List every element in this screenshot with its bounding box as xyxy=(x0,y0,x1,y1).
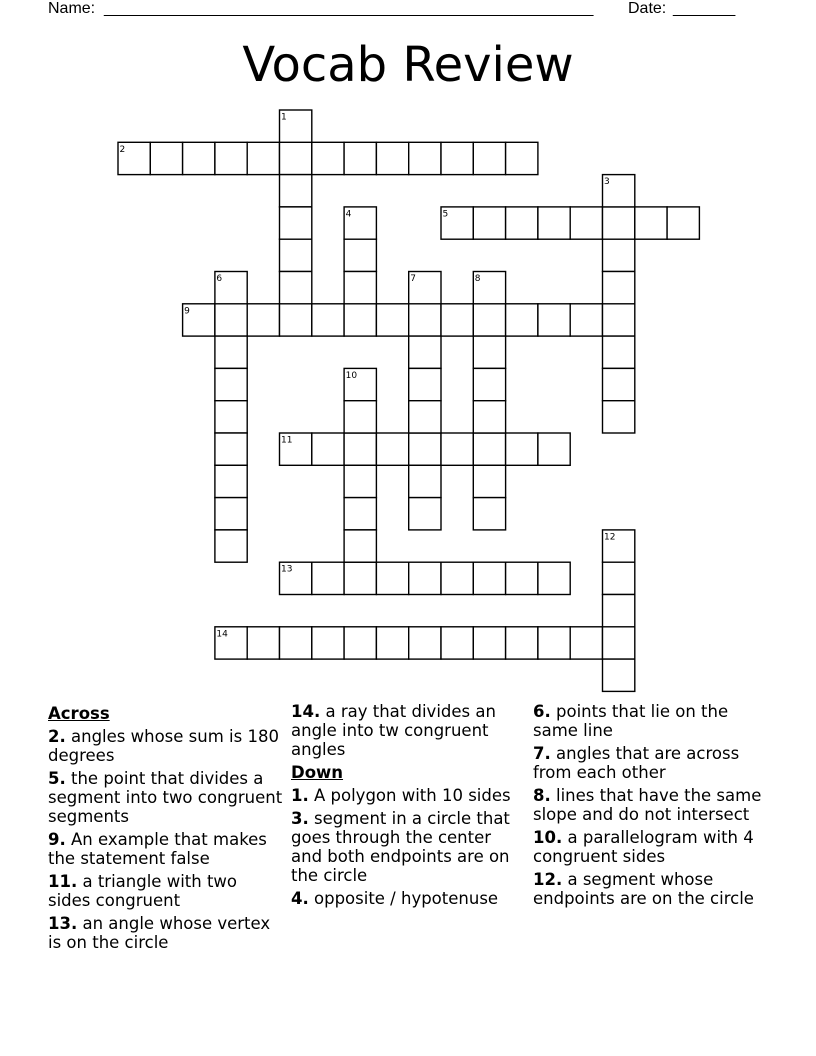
grid-cell[interactable] xyxy=(344,433,376,465)
grid-cell[interactable] xyxy=(280,304,312,336)
grid-cell[interactable] xyxy=(247,627,279,659)
grid-cell[interactable] xyxy=(215,433,247,465)
grid-cell[interactable] xyxy=(570,627,602,659)
grid-cell[interactable] xyxy=(215,401,247,433)
clue-number-2: 2 xyxy=(119,144,126,155)
grid-cell[interactable] xyxy=(473,142,505,174)
grid-cell[interactable] xyxy=(409,368,441,400)
grid-cell[interactable] xyxy=(538,433,570,465)
grid-cell[interactable] xyxy=(538,627,570,659)
clue-across-11: 11. a triangle with two sides congruent xyxy=(48,872,238,910)
grid-cell[interactable] xyxy=(344,304,376,336)
grid-cell[interactable] xyxy=(603,659,635,691)
date-field-line[interactable]: _______ xyxy=(673,0,736,17)
grid-cell[interactable] xyxy=(570,207,602,239)
grid-cell[interactable] xyxy=(603,562,635,594)
clues-column-1 xyxy=(48,702,284,956)
grid-cell[interactable] xyxy=(667,207,699,239)
grid-cell[interactable] xyxy=(344,498,376,530)
grid-cell[interactable] xyxy=(506,207,538,239)
grid-cell[interactable] xyxy=(376,433,408,465)
grid-cell[interactable] xyxy=(344,142,376,174)
clue-across-9: 9. An example that makes the statement false xyxy=(48,830,267,868)
grid-cell[interactable] xyxy=(215,530,247,562)
name-label: Name: xyxy=(48,0,96,17)
grid-cell[interactable] xyxy=(603,336,635,368)
clue-number-14: 14 xyxy=(216,629,228,640)
grid-cell[interactable] xyxy=(603,207,635,239)
grid-cell[interactable] xyxy=(603,272,635,304)
grid-cell[interactable] xyxy=(603,239,635,271)
clue-across-13: 13. an angle whose vertex is on the circle xyxy=(48,914,271,952)
grid-cell[interactable] xyxy=(506,433,538,465)
grid-cell[interactable] xyxy=(215,465,247,497)
grid-cell[interactable] xyxy=(570,304,602,336)
grid-cell[interactable] xyxy=(409,562,441,594)
clue-number-6: 6 xyxy=(216,274,223,284)
clues-column-2 xyxy=(291,702,527,912)
grid-cell[interactable] xyxy=(441,304,473,336)
clue-down-10: 10. a parallelogram with 4 congruent sides xyxy=(533,828,754,866)
clue-number-10: 10 xyxy=(345,370,358,381)
grid-cell[interactable] xyxy=(409,498,441,530)
clue-down-7: 7. angles that are across from each other xyxy=(533,744,740,782)
grid-cell[interactable] xyxy=(441,433,473,465)
clue-across-5: 5. the point that divides a segment into two congruent segments xyxy=(48,769,283,826)
grid-cell[interactable] xyxy=(473,433,505,465)
grid-cell[interactable] xyxy=(215,368,247,400)
grid-cell[interactable] xyxy=(473,465,505,497)
grid-cell[interactable] xyxy=(376,304,408,336)
grid-cell[interactable] xyxy=(215,304,247,336)
grid-cell[interactable] xyxy=(280,239,312,271)
grid-cell[interactable] xyxy=(409,142,441,174)
grid-cell[interactable] xyxy=(150,142,182,174)
grid-cell[interactable] xyxy=(473,562,505,594)
grid-cell[interactable] xyxy=(215,498,247,530)
clues-column-3 xyxy=(533,702,769,912)
clue-number-8: 8 xyxy=(474,274,481,284)
down-heading: Down xyxy=(291,763,344,782)
grid-cell[interactable] xyxy=(409,465,441,497)
grid-cell[interactable] xyxy=(344,562,376,594)
grid-cell[interactable] xyxy=(538,304,570,336)
clue-across-14: 14. a ray that divides an angle into tw congruent angles xyxy=(291,702,496,759)
grid-cell[interactable] xyxy=(603,401,635,433)
clue-number-3: 3 xyxy=(604,177,610,188)
grid-cell[interactable] xyxy=(603,595,635,627)
grid-cell[interactable] xyxy=(280,175,312,207)
grid-cell[interactable] xyxy=(409,304,441,336)
grid-cell[interactable] xyxy=(603,304,635,336)
grid-cell[interactable] xyxy=(247,304,279,336)
grid-cell[interactable] xyxy=(409,433,441,465)
grid-cell[interactable] xyxy=(344,530,376,562)
grid-cell[interactable] xyxy=(376,142,408,174)
grid-cell[interactable] xyxy=(473,627,505,659)
date-label: Date: xyxy=(628,0,667,17)
clue-number-1: 1 xyxy=(281,112,287,123)
grid-cell[interactable] xyxy=(409,627,441,659)
across-heading: Across xyxy=(48,704,110,723)
grid-cell[interactable] xyxy=(376,627,408,659)
grid-cell[interactable] xyxy=(603,368,635,400)
grid-cell[interactable] xyxy=(280,207,312,239)
grid-cell[interactable] xyxy=(280,627,312,659)
grid-cell[interactable] xyxy=(409,336,441,368)
grid-cell[interactable] xyxy=(312,304,344,336)
grid-cell[interactable] xyxy=(183,142,215,174)
clue-down-4: 4. opposite / hypotenuse xyxy=(291,889,499,908)
grid-cell[interactable] xyxy=(312,627,344,659)
page-title: Vocab Review xyxy=(242,37,574,93)
grid-cell[interactable] xyxy=(473,207,505,239)
grid-cell[interactable] xyxy=(506,304,538,336)
clue-down-3: 3. segment in a circle that goes through the center and both endpoints are on the circle xyxy=(291,809,510,885)
grid-cell[interactable] xyxy=(506,627,538,659)
grid-cell[interactable] xyxy=(506,562,538,594)
grid-cell[interactable] xyxy=(312,433,344,465)
grid-cell[interactable] xyxy=(409,401,441,433)
clue-number-9: 9 xyxy=(184,306,190,317)
clue-number-4: 4 xyxy=(345,209,352,220)
grid-cell[interactable] xyxy=(344,239,376,271)
grid-cell[interactable] xyxy=(506,142,538,174)
grid-cell[interactable] xyxy=(376,562,408,594)
clue-down-12: 12. a segment whose endpoints are on the circle xyxy=(533,870,754,908)
grid-cell[interactable] xyxy=(247,142,279,174)
grid-cell[interactable] xyxy=(215,142,247,174)
clue-down-8: 8. lines that have the same slope and do not intersect xyxy=(533,786,762,824)
grid-cell[interactable] xyxy=(473,304,505,336)
clue-down-1: 1. A polygon with 10 sides xyxy=(291,786,511,805)
grid-cell[interactable] xyxy=(280,272,312,304)
grid-cell[interactable] xyxy=(538,207,570,239)
grid-cell[interactable] xyxy=(344,272,376,304)
grid-cell[interactable] xyxy=(441,627,473,659)
grid-cell[interactable] xyxy=(441,562,473,594)
clue-number-13: 13 xyxy=(281,564,293,575)
clue-number-7: 7 xyxy=(410,274,416,284)
grid-cell[interactable] xyxy=(473,368,505,400)
grid-cell[interactable] xyxy=(473,401,505,433)
grid-cell[interactable] xyxy=(215,336,247,368)
grid-cell[interactable] xyxy=(344,465,376,497)
grid-cell[interactable] xyxy=(635,207,667,239)
grid-cell[interactable] xyxy=(473,336,505,368)
grid-cell[interactable] xyxy=(344,401,376,433)
grid-cell[interactable] xyxy=(538,562,570,594)
grid-cell[interactable] xyxy=(312,142,344,174)
name-field-line[interactable]: _______________________________________________________ xyxy=(104,0,594,17)
grid-cell[interactable] xyxy=(441,142,473,174)
clue-number-5: 5 xyxy=(442,209,449,220)
clue-down-6: 6. points that lie on the same line xyxy=(533,702,729,740)
clue-number-12: 12 xyxy=(604,532,616,543)
grid-cell[interactable] xyxy=(280,142,312,174)
clue-across-2: 2. angles whose sum is 180 degrees xyxy=(48,727,279,765)
grid-cell[interactable] xyxy=(603,627,635,659)
grid-cell[interactable] xyxy=(473,498,505,530)
clue-number-11: 11 xyxy=(281,435,293,446)
grid-cell[interactable] xyxy=(344,627,376,659)
grid-cell[interactable] xyxy=(312,562,344,594)
